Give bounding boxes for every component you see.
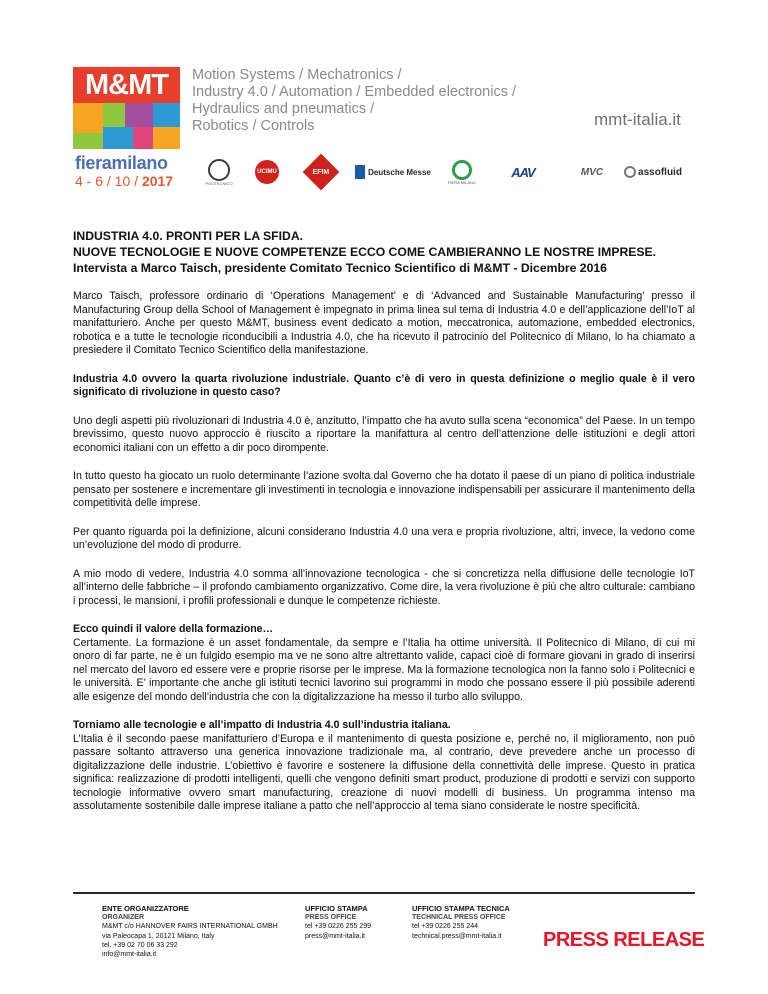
article-subtitle: Intervista a Marco Taisch, presidente Comitato Tecnico Scientifico di M&MT - Dicembre 2016 [73, 261, 607, 275]
question-2: Ecco quindi il valore della formazione… [73, 623, 274, 635]
partner-label: EFIM [312, 168, 330, 176]
organizer-line: M&MT c/o HANNOVER FAIRS INTERNATIONAL GMBH [102, 923, 278, 931]
partner-assofluid-logo [618, 155, 688, 189]
tech-press-phone: tel +39 0226 255 244 [412, 923, 478, 931]
partner-label: UCIMU [255, 160, 279, 184]
tech-press-email[interactable]: technical.press@mmt-italia.it [412, 932, 502, 940]
footer-technical-press-office [412, 904, 524, 941]
question-1: Industria 4.0 ovvero la quarta rivoluzione industriale. Quanto c’è di vero in questa definizione o meglio quale è il vero significato di rivoluzione in questo caso? [73, 372, 695, 398]
partner-ucimu-logo [252, 155, 282, 189]
partner-efim-logo [306, 155, 336, 189]
organizer-email[interactable]: info@mmt-italia.it [102, 951, 157, 959]
organizer-title: ENTE ORGANIZZATORE [102, 904, 189, 913]
organizer-subtitle: ORGANIZER [102, 914, 144, 922]
press-release-label: PRESS RELEASE [543, 929, 705, 951]
partner-mvc-logo [572, 155, 612, 189]
mmt-logo [73, 67, 180, 191]
logo-color-block [73, 67, 180, 149]
logo-dates-year: 2017 [141, 173, 174, 189]
partner-label: assofluid [638, 166, 682, 178]
partner-deutsche-messe-logo [352, 155, 434, 189]
article-title-line: INDUSTRIA 4.0. PRONTI PER LA SFIDA. [73, 229, 304, 243]
answer-1-paragraph-2: In tutto questo ha giocato un ruolo determinante l’azione svolta dal Governo che ha dotato il paese di un piano di politica industriale pensato per sostenere e incrementare gli investimenti in tecnologia e innovazione indispensabili per assicurare il mantenimento della competitività delle imprese. [73, 470, 695, 509]
answer-1-paragraph-4: A mio modo di vedere, Industria 4.0 somma all’innovazione tecnologica - che si concretizza nella diffusione delle tecnologie IoT all’interno delle fabbriche – il profondo cambiamento organizzativo. Come dire, la vera rivoluzione è più che altro culturale: cambiano i processi, le mansioni, i profili professionali e dunque le competenze richieste. [73, 567, 695, 607]
sector-list [192, 67, 562, 135]
partner-politecnico-logo [204, 155, 234, 189]
press-office-title: UFFICIO STAMPA [305, 904, 368, 913]
partner-label: Deutsche Messe [368, 167, 431, 177]
footer-divider [73, 892, 695, 894]
intro-paragraph: Marco Taisch, professore ordinario di ‘Operations Management’ e di ‘Advanced and Sustainable Manufacturing’ presso il Manufacturing Group della School of Management è impegnato in prima linea sul tema di Industria 4.0 e dell’applicazione dell’IoT al manifatturiero. Anche per questo M&MT, business event dedicato a motion, meccatronica, automazione, embedded electronics, robotica e a tutte le tecnologie riconducibili a Industria 4.0, che ha ricevuto il patrocinio del Politecnico di Milano, lo ha chiamato a presiedere il Comitato Tecnico Scientifico della manifestazione. [73, 290, 695, 356]
press-office-subtitle: PRESS OFFICE [305, 914, 357, 922]
partner-label: POLITECNICO [205, 180, 233, 186]
sector-line: Robotics / Controls [192, 118, 315, 134]
organizer-line: via Paleocapa 1, 20121 Milano, Italy [102, 932, 215, 940]
footer-press-office [305, 904, 403, 941]
partner-aav-logo [490, 155, 556, 189]
assofluid-mark-icon [624, 166, 636, 178]
partner-logos [190, 155, 710, 189]
answer-3: L’Italia è il secondo paese manifatturiero d’Europa e il mantenimento di questa posizione e, perché no, il miglioramento, non può passare soltanto attraverso una generica innovazione tradizionale ma, al contrario, deve prevedere anche un processo di digitalizzazione delle industrie. L’obiettivo è favorire e sostenere la diffusione della connettività delle imprese. Questo in pratica significa: realizzazione di prodotti intelligenti, quelli che vengono definiti smart product, produzione di prodotti e servizi con supporto tecnologie informative ovvero smart manufacturing, creazione di nuovi modelli di business. Un programma intenso ma assolutamente sostenibile dalle imprese italiane a patto che nell’approccio al tema siano considerate le nostre specificità. [73, 732, 695, 812]
partner-label: MVC [580, 166, 604, 178]
sector-line: Motion Systems / Mechatronics / [192, 67, 402, 83]
logo-fiera-label: fieramilano [75, 153, 168, 173]
fiera-milano-mark-icon [452, 160, 472, 180]
press-office-email[interactable]: press@mmt-italia.it [305, 932, 366, 940]
answer-2: Certamente. La formazione è un asset fondamentale, da sempre e l’Italia ha ottime università. Il Politecnico di Milano, di cui mi onoro di far parte, ne è un fulgido esempio ma ve ne sono altre altrettanto valide, capaci cioè di formare giovani in grado di inserirsi nel mercato del lavoro ed essere vere e proprie risorse per le imprese. Ma la formazione tecnologica non la fanno solo i Politecnici e le università. E’ importante che anche gli istituti tecnici lavorino sui programmi in modo che possano essere il più possibile aderenti alle esigenze del mondo dell’industria che con la digitalizzazione ha messo il turbo allo sviluppo. [73, 636, 695, 703]
politecnico-seal-icon [208, 159, 230, 181]
logo-dates [75, 173, 173, 189]
partner-label: FIERA MILANO [447, 179, 476, 185]
answer-1-paragraph-3: Per quanto riguarda poi la definizione, alcuni considerano Industria 4.0 una vera e propria rivoluzione, altri, invece, la vedono come un’evoluzione del modo di produrre. [73, 525, 695, 551]
deutsche-messe-mark-icon [355, 165, 365, 179]
sector-line: Hydraulics and pneumatics / [192, 101, 375, 117]
footer-organizer [102, 904, 302, 959]
organizer-line: tel. +39 02 70 06 33 292 [102, 941, 178, 949]
tech-press-title: UFFICIO STAMPA TECNICA [412, 904, 510, 913]
article-body [73, 228, 695, 814]
sector-line: Industry 4.0 / Automation / Embedded electronics / [192, 84, 517, 100]
press-office-phone: tel +39 0226 255 299 [305, 923, 371, 931]
partner-label: AAV [511, 164, 535, 180]
efim-diamond-icon [303, 154, 340, 191]
question-3: Torniamo alle tecnologie e all’impatto di Industria 4.0 sull’industria italiana. [73, 719, 451, 731]
tech-press-subtitle: TECHNICAL PRESS OFFICE [412, 914, 506, 922]
logo-dates-days: 4 - 6 / 10 / [75, 173, 139, 189]
article-title-line: NUOVE TECNOLOGIE E NUOVE COMPETENZE ECCO COME CAMBIERANNO LE NOSTRE IMPRESE. [73, 245, 657, 259]
website-link[interactable]: mmt-italia.it [594, 110, 681, 129]
logo-wordmark: M&MT [85, 69, 168, 101]
partner-fiera-milano-logo [442, 155, 482, 189]
answer-1-paragraph-1: Uno degli aspetti più rivoluzionari di Industria 4.0 è, anzitutto, l’impatto che ha avuto sulla scena “economica” del Paese. In un tempo brevissimo, questo nuovo approccio è riuscito a riportare la manifattura al centro dell’attenzione delle istituzioni e degli attori economici italiani con un effetto a dir poco dirompente. [73, 414, 695, 454]
